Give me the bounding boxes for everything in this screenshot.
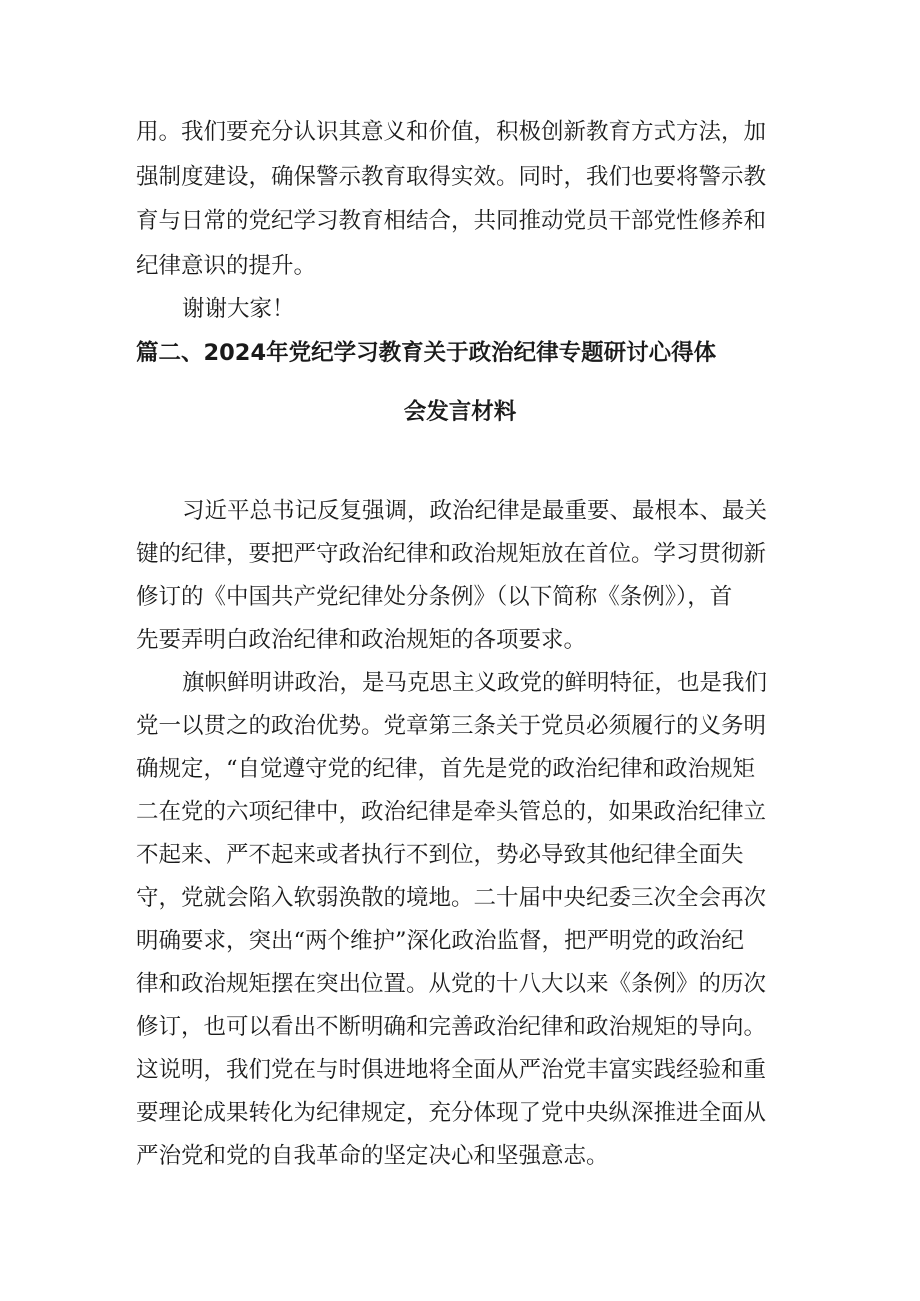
intro-line: 用。我们要充分认识其意义和价值，积极创新教育方式方法，加 (136, 119, 767, 145)
paragraph1-line: 习近平总书记反复强调，政治纪律是最重要、最根本、最关 (182, 498, 768, 524)
paragraph2-line: 守，党就会陷入软弱涣散的境地。二十届中央纪委三次全会再次 (136, 885, 767, 911)
paragraph2-line: 明确要求，突出“两个维护”深化政治监督，把严明党的政治纪 (136, 928, 745, 954)
paragraph2-line: 要理论成果转化为纪律规定，充分体现了党中央纵深推进全面从 (136, 1100, 767, 1126)
section-title-line2: 会发言材料 (403, 399, 517, 425)
paragraph1-line: 先要弄明白政治纪律和政治规矩的各项要求。 (136, 627, 587, 653)
paragraph2-line: 律和政治规矩摆在突出位置。从党的十八大以来《条例》的历次 (136, 971, 767, 997)
paragraph2-line: 旗帜鲜明讲政治，是马克思主义政党的鲜明特征，也是我们 (182, 670, 768, 696)
paragraph1-line: 修订的《中国共产党纪律处分条例》（以下简称《条例》），首 (136, 584, 733, 610)
paragraph2-line: 确规定，“自觉遵守党的纪律，首先是党的政治纪律和政治规矩 (136, 756, 756, 782)
paragraph2-line: 修订，也可以看出不断明确和完善政治纪律和政治规矩的导向。 (136, 1014, 767, 1040)
intro-line: 强制度建设，确保警示教育取得实效。同时，我们也要将警示教 (136, 164, 767, 190)
section-title-line1: 篇二、2024年党纪学习教育关于政治纪律专题研讨心得体 (136, 340, 717, 366)
intro-line: 育与日常的党纪学习教育相结合，共同推动党员干部党性修养和 (136, 208, 767, 234)
thanks-line: 谢谢大家！ (182, 296, 295, 322)
paragraph2-line: 不起来、严不起来或者执行不到位，势必导致其他纪律全面失 (136, 842, 744, 868)
paragraph2-line: 二在党的六项纪律中，政治纪律是牵头管总的，如果政治纪律立 (136, 799, 767, 825)
paragraph1-line: 键的纪律，要把严守政治纪律和政治规矩放在首位。学习贯彻新 (136, 541, 767, 567)
paragraph2-line: 严治党和党的自我革命的坚定决心和坚强意志。 (136, 1143, 609, 1169)
intro-line: 纪律意识的提升。 (136, 253, 317, 279)
paragraph2-line: 党一以贯之的政治优势。党章第三条关于党员必须履行的义务明 (136, 713, 767, 739)
paragraph2-line: 这说明，我们党在与时俱进地将全面从严治党丰富实践经验和重 (136, 1057, 767, 1083)
